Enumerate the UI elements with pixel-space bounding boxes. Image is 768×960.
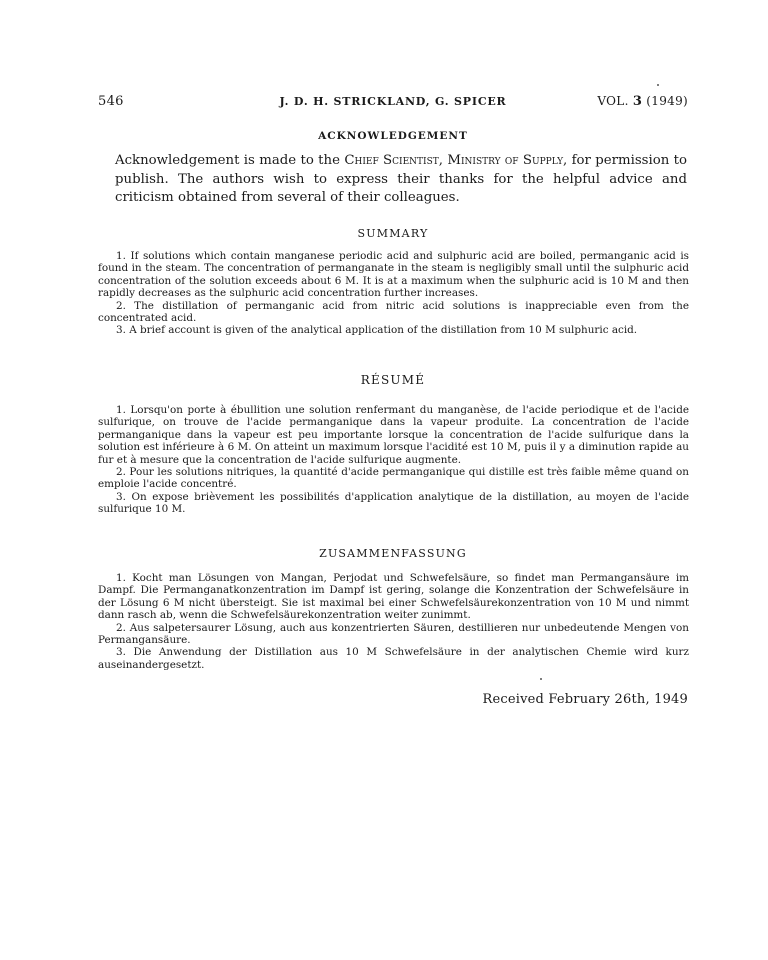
running-head-authors: J. D. H. STRICKLAND, G. SPICER: [279, 95, 507, 108]
scan-speck: [657, 84, 659, 86]
resume-paragraph: 1. Lorsqu'on porte à ébullition une solution renfermant du manganèse, de l'acide periodique et de l'acide sulfurique, on trouve de l'acide permanganique dans la vapeur produite. La concentration de l'acide permanganique dans la vapeur est peu importante lorsque la concentration de l'acide sulfurique dans la solution est inférieure à 6 M. On atteint un maximum lorsque l'acidité est 10 M, puis il y a diminution rapide au fur et à mesure que la concentration de l'acide sulfurique augmente.: [98, 404, 689, 466]
summary-heading: SUMMARY: [357, 227, 429, 240]
zusammenfassung-paragraph: 1. Kocht man Lösungen von Mangan, Perjodat und Schwefelsäure, so findet man Permangansäure im Dampf. Die Permanganatkonzentration im Dampf ist gering, solange die Konzentration der Schwefelsäure in der Lösung 6 M nicht übersteigt. Sie ist maximal bei einer Schwefelsäurekonzentration von 10 M und nimmt dann rasch ab, wenn die Schwefelsäurekonzentration weiter zunimmt.: [98, 572, 689, 622]
volume-prefix: VOL.: [597, 94, 629, 108]
scan-speck: [540, 678, 542, 680]
zusammenfassung-section: [98, 572, 689, 671]
summary-paragraph: 1. If solutions which contain manganese periodic acid and sulphuric acid are boiled, permanganic acid is found in the steam. The concentration of permanganate in the steam is negligibly small until the sulphuric acid concentration of the solution exceeds about 6 M. It is at a maximum when the sulphuric acid is 10 M and then rapidly decreases as the sulphuric acid concentration further increases.: [98, 250, 689, 300]
received-date: Received February 26th, 1949: [482, 692, 688, 707]
resume-section: [98, 404, 689, 516]
summary-section: [98, 250, 689, 337]
resume-heading: RÉSUMÉ: [360, 373, 426, 387]
resume-paragraph: 3. On expose brièvement les possibilités d'application analytique de la distillation, au moyen de l'acide sulfurique 10 M.: [98, 490, 689, 516]
acknowledgement-heading: ACKNOWLEDGEMENT: [318, 130, 468, 142]
ack-comma: ,: [438, 153, 448, 168]
chief-scientist: Chief Scientist: [344, 153, 439, 168]
zusammenfassung-paragraph: 3. Die Anwendung der Distillation aus 10 M Schwefelsäure in der analytischen Chemie wird kurz auseinandergesetzt.: [98, 646, 689, 671]
zusammenfassung-paragraph: 2. Aus salpetersaurer Lösung, auch aus konzentrierten Säuren, destillieren nur unbedeutende Mengen von Permangansäure.: [98, 621, 689, 647]
volume-info: [597, 94, 688, 109]
page-number: 546: [98, 94, 124, 109]
acknowledgement-text: [115, 152, 687, 208]
ack-text-before: Acknowledgement is made to the: [115, 153, 345, 168]
resume-paragraph: 2. Pour les solutions nitriques, la quantité d'acide permanganique qui distille est très faible même quand on emploie l'acide concentré.: [98, 466, 689, 491]
summary-paragraph: 3. A brief account is given of the analytical application of the distillation from 10 M sulphuric acid.: [116, 324, 638, 337]
summary-paragraph: 2. The distillation of permanganic acid from nitric acid solutions is inappreciable even from the concentrated acid.: [98, 299, 689, 325]
zusammenfassung-heading: ZUSAMMENFASSUNG: [319, 547, 467, 560]
volume-year: (1949): [646, 94, 688, 108]
volume-number: 3: [632, 94, 643, 109]
ministry-of-supply: Ministry of Supply: [447, 153, 564, 168]
ack-text-after: , for permission to publish. The authors wish to express their thanks for the helpful advice and criticism obtained from several of their colleagues.: [115, 153, 687, 205]
running-header: [98, 94, 688, 114]
